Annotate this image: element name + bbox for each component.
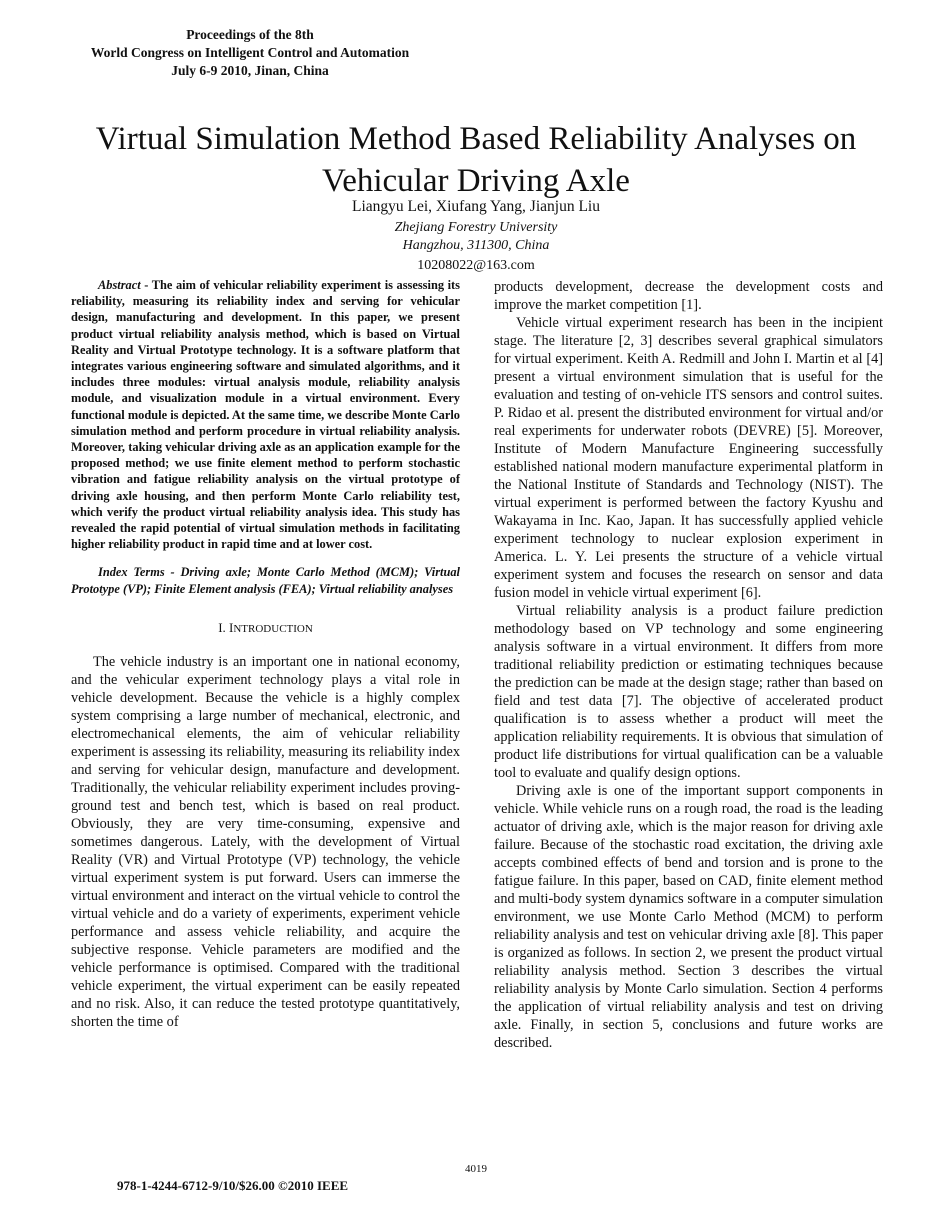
paragraph: Vehicle virtual experiment research has been in the incipient stage. The literature [2, 3] describes several graphical simulators for virtual experiment. Keith A. Redmill and John I. Martin et al [4] present a virtual environment simulation that is useful for the evaluation and testing of on-vehicle ITS sensors and control suites. P. Ridao et al. present the distributed environment for virtual and/or real experiments for underwater robots (DEVRE) [5]. Moreover, Institute of Modern Manufacture Engineering successfully established national modern manufacture experimental platform in the National Institute of Standards and Technology (NIST). The virtual experiment is performed between the factory Kyushu and Wakayama in Inc. Kao, Japan. It has successfully applied vehicle experiment technology to nuclear explosion experiment in America. L. Y. Lei presents the structure of a vehicle virtual experiment system and focuses the research on sensor and data fusion model in vehicle virtual experiment [6]. bbox=[494, 315, 883, 601]
affiliation-line: Hangzhou, 311300, China bbox=[402, 238, 550, 253]
proceedings-line: Proceedings of the 8th bbox=[186, 27, 314, 42]
page-number: 4019 bbox=[465, 1163, 487, 1175]
abstract-text: - The aim of vehicular reliability experiment is assessing its reliability, measuring its reliability index and serving for vehicular design, manufacturing and development. In this paper, we present product virtual reliability analysis method, which is based on Virtual Reality and Virtual Prototype technology. It is a software platform that integrates various engineering software and simulated algorithms, and it includes three modules: virtual analysis module, reliability analysis module, and visualization module in a virtual environment. Every functional module is depicted. At the same time, we describe Monte Carlo simulation method and perform procedure in virtual reliability analysis. Moreover, taking vehicular driving axle as an application example for the proposed method; we use finite element method to perform stochastic vibration and fatigue reliability analysis on the virtual prototype of driving axle housing, and then perform Monte Carlo reliability test, which verify the product virtual reliability analysis idea. This study has revealed the rapid potential of virtual simulation methods in facilitating higher reliability product in rapid time and at lower cost. bbox=[71, 278, 460, 552]
paragraph: Virtual reliability analysis is a product failure prediction methodology based on VP technology and some engineering analysis software in a virtual environment. It differs from more traditional reliability prediction or estimating techniques because the prediction can be made at the design stage; rather than based on field and test data [7]. The objective of accelerated product qualification is to assess whether a product will meet the application reliability requirements. It is obvious that simulation of product life distributions for virtual qualification can be a valuable tool to evaluate and qualify design options. bbox=[494, 603, 883, 781]
section-number: I. I bbox=[218, 619, 234, 635]
affiliation bbox=[0, 219, 952, 255]
left-column bbox=[71, 277, 460, 1031]
left-body bbox=[71, 653, 460, 1031]
proceedings-line: World Congress on Intelligent Control and Automation bbox=[90, 45, 410, 60]
section-title: NTRODUCTION bbox=[233, 622, 313, 635]
section-heading-introduction bbox=[71, 620, 460, 637]
title-line: Virtual Simulation Method Based Reliability Analyses on bbox=[95, 121, 857, 157]
paper-title bbox=[0, 118, 952, 202]
abstract-label: Abstract bbox=[98, 278, 141, 292]
title-line: Vehicular Driving Axle bbox=[322, 163, 630, 199]
author-email: 10208022@163.com bbox=[417, 258, 535, 273]
paragraph: The vehicle industry is an important one in national economy, and the vehicular experiment technology plays a vital role in vehicle development. Because the vehicle is a highly complex system comprising a large number of mechanical, electronic, and electromechanical elements, the aim of vehicular reliability experiment is assessing its reliability, measuring its reliability index and serving for vehicular design, manufacture and development. Traditionally, the vehicular reliability experiment includes proving-ground test and bench test, which is based on real product. Obviously, they are very time-consuming, expensive and sometimes dangerous. Lately, with the development of Virtual Reality (VR) and Virtual Prototype (VP) technology, the vehicle virtual experiment system is put forward. Users can immerse the virtual environment and interact on the virtual vehicle to control the virtual vehicle and do a variety of experiments, experiment vehicle performance and assess vehicle reliability, and acquire the subjective response. Vehicle parameters are modified and the vehicle performance is optimised. Compared with the traditional vehicle experiment, the virtual experiment can be easily repeated and no risk. Also, it can reduce the tested prototype quantitatively, shorten the time of bbox=[71, 653, 460, 1030]
paragraph: Driving axle is one of the important support components in vehicle. While vehicle runs on a rough road, the road is the leading actuator of driving axle, which is the major reason for driving axle failure. Because of the stochastic road excitation, the driving axle accepts combined effects of bend and torsion and is prone to the fatigue failure. In this paper, based on CAD, finite element method and multi-body system dynamics software in a computer simulation environment, we use Monte Carlo Method (MCM) to perform reliability analysis and test on vehicular driving axle [8]. This paper is organized as follows. In section 2, we present the product virtual reliability analysis method. Section 3 describes the virtual reliability analysis by Monte Carlo simulation. Section 4 performs the application of virtual reliability analysis and test on driving axle. Finally, in section 5, conclusions and future works are described. bbox=[494, 783, 883, 1051]
abstract bbox=[71, 277, 460, 552]
affiliation-line: Zhejiang Forestry University bbox=[394, 220, 558, 235]
paragraph: products development, decrease the development costs and improve the market competition [1]. bbox=[494, 279, 883, 313]
proceedings-line: July 6-9 2010, Jinan, China bbox=[171, 63, 329, 78]
authors: Liangyu Lei, Xiufang Yang, Jianjun Liu bbox=[352, 198, 600, 215]
copyright-footer: 978-1-4244-6712-9/10/$26.00 ©2010 IEEE bbox=[117, 1178, 349, 1193]
proceedings-header bbox=[0, 26, 500, 80]
right-column bbox=[494, 278, 883, 1052]
index-terms: Index Terms - Driving axle; Monte Carlo Method (MCM); Virtual Prototype (VP); Finite Element analysis (FEA); Virtual reliability analyses bbox=[71, 565, 460, 596]
